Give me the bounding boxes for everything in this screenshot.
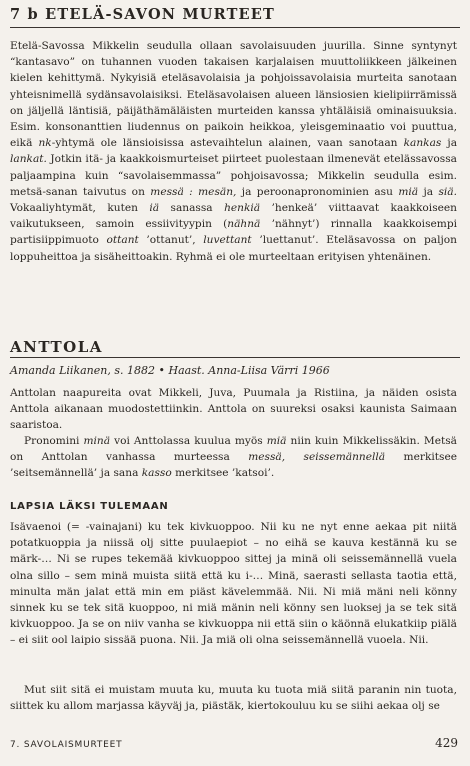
text-run: ’luettanut’. Eteläsavossa on paljon loppuheittoa ja sisäheittoakin. Ryhmä ei ole murteeltaan erityisen yhtenäinen.	[10, 234, 457, 263]
italic-term: nk	[38, 137, 52, 150]
italic-term: luvettant	[203, 234, 252, 247]
text-run	[285, 451, 303, 463]
text-run: ja	[441, 137, 458, 150]
place-paragraph-2	[10, 433, 457, 482]
italic-term: lankat.	[10, 153, 47, 166]
italic-term: miä	[398, 185, 419, 198]
place-paragraph-1: Anttolan naapureita ovat Mikkeli, Juva, Puumala ja Ristiina, ja näiden osista Anttola aikanaan muodostettiinkin. Anttola on suureksi osaksi kaunista Saimaan saaristoa.	[10, 387, 457, 432]
text-run: merkitsee ’katsoi’.	[171, 467, 275, 480]
text-run: ja peroonapronominien asu	[236, 185, 399, 198]
text-run: merkitsee ’seitsemännellä’ ja sana	[10, 451, 457, 480]
page-number: 429	[435, 736, 458, 750]
italic-term: messä : mesän,	[150, 185, 237, 198]
byline	[10, 364, 330, 377]
text-run: ’ottanut’,	[138, 234, 204, 247]
italic-term: kasso	[141, 467, 172, 480]
italic-term: siä.	[438, 185, 457, 198]
speaker-name: Amanda Liikanen, s. 1882	[10, 364, 155, 377]
story-title: LAPSIA LÄKSI TULEMAAN	[10, 501, 169, 512]
place-heading: ANTTOLA	[10, 338, 103, 356]
text-run: ja	[418, 185, 439, 198]
story-paragraph-1: Isävaenoi (= -vainajani) ku tek kivkuoppoo. Nii ku ne nyt enne aekaa pit niitä potatkuoppia ja niissä olj sitte puulaepiot – no eihä se kauva kestännä ku se märk-… Ni se rupes tekemää kivkuoppoo sittej ja minä oli seissemännellä vuela olna sillo – sem minä muista siitä että ku i-… Minä, saerasti sellasta taotia että, minulta män jalat että min em piäst kävelemmää. Nii. Ni miä mäni neli könny sinnek ku se tek sitä kuoppoo, ni miä mänin neli könny sen luoksej ja se tek sitä kivkuoppoo. Ja se on niiv vanha se kivkuoppa nii että siin o käönnä elukatkiip piälä – ei siit ool laipio sissää puona. Nii. Ja miä oli olna seissemännellä vuoela. Nii.	[10, 521, 457, 647]
italic-term: henkiä	[224, 202, 261, 215]
text-run: Etelä-Savossa Mikkelin seudulla ollaan savolaisuuden juurilla. Sinne syntynyt “kantasavo” on tuhannen vuoden takaisen karjalaisen muuttoliikkeen jälkeinen kielen kehittymä. Nykyisiä eteläsavolaisia ja pohjoissavolaisia murteita sanotaan yhteisnimellä sydänsavolaisiksi. Eteläsavolaisen alueen länsiosien kielipiirrämissä on jäljellä läntisiä, päijäthämäläisten murteiden kanssa yhtäläisiä ominaisuuksia. Esim. konsonanttien liudennus on paikoin heikkoa, yleisgeminaatio voi puuttua, eikä	[10, 40, 457, 150]
text-run: ’henkeä’ viittaavat kaakkoiseen vaikutukseen, samoin essiivityypin (	[10, 202, 457, 231]
chapter-footer: 7. SAVOLAISMURTEET	[10, 740, 123, 750]
intro-paragraph	[10, 38, 457, 265]
italic-term: kankas	[403, 137, 442, 150]
text-run: niin kuin Mikkelissäkin. Metsä on Anttolan vanhassa murteessa	[10, 435, 457, 464]
italic-term: nähnä	[227, 218, 261, 231]
italic-term: seissemännellä	[303, 451, 386, 464]
text-run: sanassa	[159, 202, 225, 215]
heading-rule	[10, 27, 460, 28]
story-paragraph-2: Mut siit sitä ei muistam muuta ku, muuta ku tuota miä siitä paranin nin tuota, siittek ku allom marjassa käyväj ja, piästäk, kiertokouluu ku se siihi aekaa olj se	[10, 684, 457, 713]
italic-term: minä	[83, 435, 111, 447]
text-run: Vokaaliyhtymät, kuten	[10, 202, 150, 215]
text-run: ’nähnyt’) rinnalla kaakkoisempi partisiippimuoto	[10, 218, 457, 247]
text-run: Jotkin itä- ja kaakkoismurteiset piirteet puolestaan ilmenevät etelässavossa paljaampina kuin “savolaisemmassa” pohjoisavossa; Mikkelin seudulla esim. metsä-sanan taivutus on	[10, 153, 457, 198]
place-rule	[10, 357, 460, 358]
section-heading: 7 b ETELÄ-SAVON MURTEET	[10, 6, 276, 23]
text-run: voi Anttolassa kuulua myös	[110, 435, 267, 447]
byline-separator: •	[158, 364, 165, 377]
interviewer-name: Haast. Anna-Liisa Värri 1966	[168, 364, 330, 377]
italic-term: ottant	[106, 234, 139, 247]
text-run: -yhtymä ole länsioisissa astevaihtelun alainen, vaan sanotaan	[51, 137, 404, 150]
italic-term: miä	[266, 435, 287, 447]
italic-term: iä	[149, 202, 160, 215]
italic-term: messä,	[248, 451, 286, 464]
text-run: Pronomini	[24, 435, 84, 447]
